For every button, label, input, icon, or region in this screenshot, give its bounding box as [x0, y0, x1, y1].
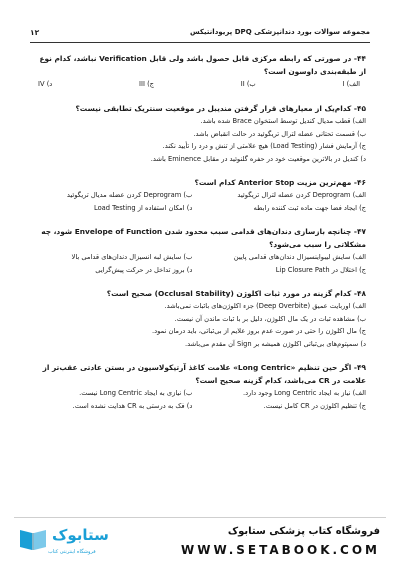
option-d: د) سمپتوم‌های بی‌ثباتی اکلوژن همیشه بر Sign آن مقدم می‌باشد. — [184, 339, 366, 348]
option-a: الف) نیاز به ایجاد Long Centric وجود دارد. — [242, 389, 366, 397]
option-c: ج) مال اکلوژن را حتی در صورت عدم بروز علایم از بی‌ثباتی، باید درمان نمود. — [152, 327, 366, 335]
logo-tagline: فروشگاه اینترنتی کتاب — [48, 549, 96, 555]
options-row — [32, 387, 366, 400]
option-a: الف) Deprogram کردن عضله لترال تریگوئید — [237, 191, 366, 199]
option-b: ب) مشاهده ثبات در یک مال اکلوژن، دلیل بر با ثبات ماندن آن نیست. — [174, 314, 366, 323]
store-name: فروشگاه کتاب پزشکی ستابوک — [227, 526, 380, 537]
question-stem: ۴۵- کدام‌یک از معیارهای قرار گرفتن مندیبل در موقعیت سنتریک تطابقی نیست؟ — [75, 104, 366, 113]
option-b: ب) Deprogram کردن عضله مدیال تریگوئید — [66, 191, 193, 199]
option-a: الف) قطب مدیال کندیل توسط استخوان Brace شده باشد. — [200, 117, 366, 125]
running-title: مجموعه سوالات بورد دندانپزشکی DPQ پریودانتیکس — [190, 28, 370, 36]
options-row — [32, 189, 366, 202]
question-stem: ۴۷- چنانچه بازسازی دندان‌های قدامی سبب محدود شدن Envelope of Function شود، چه مشکلاتی را سبب می‌شود؟ — [41, 227, 366, 249]
page-number: ۱۲ — [30, 28, 40, 37]
option-d: د) IV — [38, 80, 53, 88]
option-c: ج) تنظیم اکلوژن در CR کامل نیست. — [263, 401, 366, 410]
logo-wordmark: ستابوک — [52, 526, 109, 544]
options-row — [32, 264, 366, 277]
option-b: ب) نیازی به ایجاد Long Centric نیست. — [79, 389, 193, 397]
option-b: ب) سایش لبه انسیزال دندان‌های قدامی بالا — [71, 253, 193, 261]
option-d: د) امکان استفاده از Load Testing — [93, 203, 193, 212]
page-header — [30, 28, 370, 43]
options-row — [32, 202, 366, 215]
option-c: ج) آزمایش فشار (Load Testing) هیچ علامتی از تنش و درد را تأیید نکند. — [162, 142, 366, 150]
question-stem: ۴۴- در صورتی که رابطه مرکزی قابل حصول باشد ولی قابل Verification نباشد، کدام نوع از طبقه‌بندی داوسون است؟ — [39, 54, 366, 76]
option-c: ج) III — [139, 80, 154, 88]
question-stem: ۴۹- اگر حین تنظیم «Long Centric» علامت کاغذ آرتیکولاسیون در بستن عادتی عقب‌تر از علامت در CR می‌باشد، کدام گزینه صحیح است؟ — [42, 363, 366, 385]
question-45 — [32, 102, 366, 165]
option-d: د) فک به درستی به CR هدایت نشده است. — [72, 401, 193, 410]
website-link[interactable]: WWW.SETABOOK.COM — [180, 543, 380, 557]
question-46 — [32, 176, 366, 214]
options-row — [32, 78, 366, 91]
option-b: ب) قسمت تحتانی عضله لترال تریگوئید در حالت انقباض باشد. — [193, 129, 366, 138]
question-stem: ۴۶- مهم‌ترین مزیت Anterior Stop کدام است؟ — [194, 178, 366, 187]
question-48 — [32, 287, 366, 350]
questions-list — [32, 52, 366, 423]
question-44 — [32, 52, 366, 91]
question-stem: ۴۸- کدام گزینه در مورد ثبات اکلوژن (Occlusal Stability) صحیح است؟ — [106, 289, 366, 298]
option-a: الف) اوربایت عمیق (Deep Overbite) جزء اکلوژن‌های باثبات نمی‌باشد. — [164, 302, 366, 310]
store-footer — [0, 517, 400, 567]
question-47 — [32, 225, 366, 276]
option-c: ج) اختلال در Lip Closure Path — [275, 265, 366, 274]
option-d: د) بروز تداخل در حرکت پیش‌گرایی — [95, 265, 193, 274]
setabook-logo — [18, 522, 128, 562]
option-c: ج) ایجاد فضا جهت ماده ثبت کننده رابطه — [253, 203, 366, 212]
options-row — [32, 251, 366, 264]
option-a: الف) سایش لیبواینسیزال دندان‌های قدامی پایین — [233, 253, 366, 261]
option-b: ب) II — [240, 80, 256, 88]
question-49 — [32, 361, 366, 412]
footer-divider — [14, 517, 386, 518]
options-row — [32, 400, 366, 413]
book-icon — [18, 526, 48, 552]
option-a: الف) I — [342, 80, 360, 88]
option-d: د) کندیل در بالاترین موقعیت خود در حفره گلنوئید در مقابل Eminence باشد. — [150, 154, 366, 163]
